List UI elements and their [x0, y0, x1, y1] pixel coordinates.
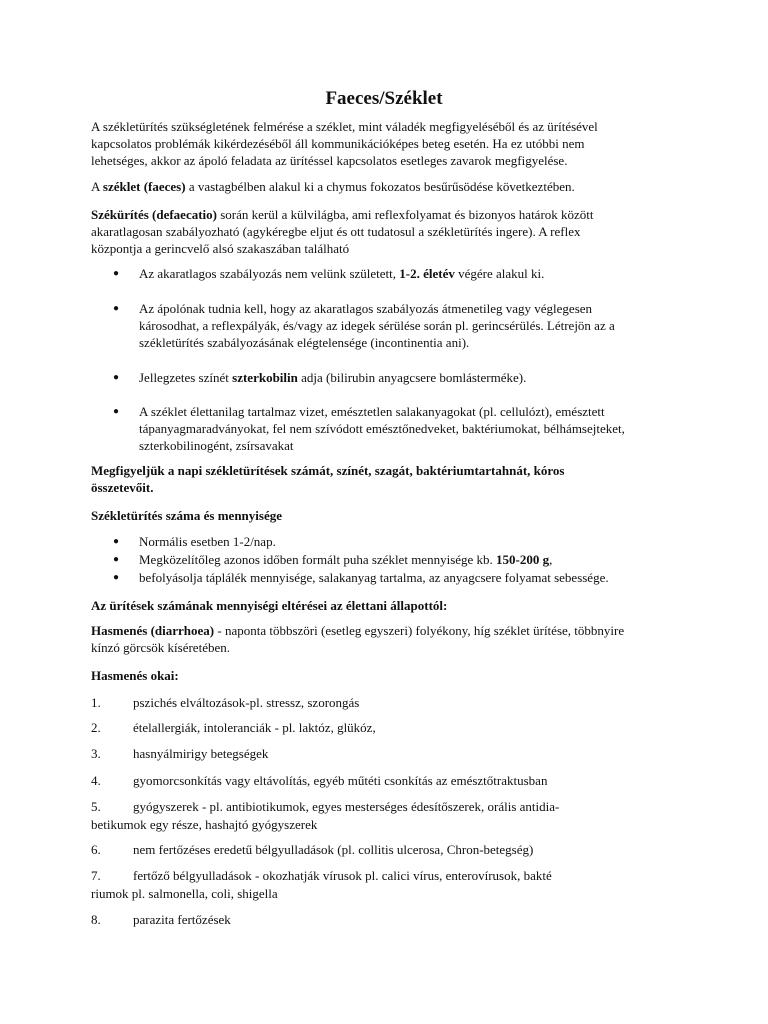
cause-item-continuation: riumok pl. salmonella, coli, shigella [91, 886, 278, 901]
bullet-icon: ● [113, 372, 120, 383]
frequency-bullet-3: befolyásolja táplálék mennyisége, salakanyag tartalma, az anyagcsere folyamat sebessége. [139, 570, 609, 585]
bullet-icon: ● [113, 406, 120, 417]
intro-line-2: kapcsolatos problémák kikérdezéséből áll kommunikációképes beteg esetén. Ha ez utóbbi nem [91, 136, 585, 151]
frequency-bullet-2-pre: Megközelítőleg azonos időben formált puha széklet mennyisége kb. [139, 552, 497, 567]
diarrhoea-line-1 [91, 622, 691, 639]
bullet-3-post: adja (bilirubin anyagcsere bomlásterméke). [297, 370, 527, 385]
bullet-3 [139, 369, 739, 386]
section-heading-causes: Hasmenés okai: [91, 668, 179, 683]
frequency-bullet-2 [139, 551, 739, 568]
bullet-3-pre: Jellegzetes színét [139, 370, 233, 385]
cause-item: hasnyálmirigy betegségek [133, 746, 269, 761]
bullet-4-line-1: A széklet élettanilag tartalmaz vizet, emésztetlen salakanyagokat (pl. cellulózt), emésztett [139, 404, 605, 419]
cause-item: fertőző bélgyulladások - okozhatják vírusok pl. calici vírus, enterovírusok, bakté [133, 868, 552, 883]
bullet-2-line-3: székletürítés szabályozásának elégtelensége (incontinentia ani). [139, 335, 470, 350]
observe-line-2: összetevőit. [91, 480, 154, 495]
defaecatio-line-3: központja a gerincvelő alsó szakaszában található [91, 241, 350, 256]
section-heading-frequency: Székletürítés száma és mennyisége [91, 508, 282, 523]
defaecatio-line-1-text: során kerül a külvilágba, ami reflexfolyamat és bizonyos határok között [217, 207, 594, 222]
bullet-3-bold: szterkobilin [232, 370, 298, 385]
page-title: Faeces/Széklet [325, 88, 443, 109]
frequency-bullet-1: Normális esetben 1-2/nap. [139, 534, 276, 549]
faeces-post: a vastagbélben alakul ki a chymus fokozatos besűrűsödése következtében. [185, 179, 575, 194]
intro-line-3: lehetséges, akkor az ápoló feladata az ürítéssel kapcsolatos esetleges zavarok megfigyelése. [91, 153, 568, 168]
cause-number: 6. [91, 842, 101, 857]
cause-item: gyomorcsonkítás vagy eltávolítás, egyéb műtéti csonkítás az emésztőtraktusban [133, 773, 548, 788]
cause-number: 2. [91, 720, 101, 735]
bullet-icon: ● [113, 554, 120, 565]
cause-item: nem fertőzéses eredetű bélgyulladások (pl. collitis ulcerosa, Chron-betegség) [133, 842, 534, 857]
cause-number: 8. [91, 912, 101, 927]
cause-item-continuation: betikumok egy része, hashajtó gyógyszerek [91, 817, 318, 832]
bullet-icon: ● [113, 268, 120, 279]
diarrhoea-term: Hasmenés (diarrhoea) [91, 623, 215, 638]
cause-number: 3. [91, 746, 101, 761]
bullet-4-line-3: szterkobilinogént, zsírsavakat [139, 438, 294, 453]
cause-item: pszichés elváltozások-pl. stressz, szorongás [133, 695, 360, 710]
cause-item: gyógyszerek - pl. antibiotikumok, egyes mesterséges édesítőszerek, orális antidia- [133, 799, 560, 814]
cause-number: 7. [91, 868, 101, 883]
bullet-icon: ● [113, 536, 120, 547]
defaecatio-line-1 [91, 206, 691, 223]
cause-item: ételallergiák, intoleranciák - pl. laktóz, glükóz, [133, 720, 376, 735]
bullet-1-bold: 1-2. életév [399, 266, 455, 281]
defaecatio-term: Székürítés (defaecatio) [91, 207, 217, 222]
frequency-bullet-2-post: , [549, 552, 553, 567]
faeces-pre: A [91, 179, 103, 194]
frequency-bullet-2-bold: 150-200 g [496, 552, 550, 567]
cause-item: parazita fertőzések [133, 912, 231, 927]
bullet-1-pre: Az akaratlagos szabályozás nem velünk született, [139, 266, 400, 281]
bullet-2-line-1: Az ápolónak tudnia kell, hogy az akaratlagos szabályozás átmenetileg vagy véglegesen [139, 301, 593, 316]
bullet-4-line-2: tápanyagmaradványokat, fel nem szívódott emésztőnedveket, baktériumokat, bélhámsejteket, [139, 421, 625, 436]
bullet-icon: ● [113, 572, 120, 583]
diarrhoea-line-1-text: - naponta többszöri (esetleg egyszeri) folyékony, híg széklet ürítése, többnyire [214, 623, 625, 638]
section-heading-deviations: Az ürítések számának mennyiségi eltérései az élettani állapottól: [91, 598, 448, 613]
bullet-2-line-2: károsodhat, a reflexpályák, és/vagy az idegek sérülése során pl. gerincsérülés. Létrejön az a [139, 318, 615, 333]
intro-line-1: A székletürítés szükségletének felmérése a széklet, mint váladék megfigyeléséből és az ürítésével [91, 119, 598, 134]
bullet-icon: ● [113, 303, 120, 314]
diarrhoea-line-2: kínzó görcsök kíséretében. [91, 640, 230, 655]
cause-number: 1. [91, 695, 101, 710]
observe-line-1: Megfigyeljük a napi székletürítések számát, színét, szagát, baktériumtartahnát, kóros [91, 463, 565, 478]
bullet-1-post: végére alakul ki. [454, 266, 545, 281]
faeces-paragraph [91, 178, 691, 195]
bullet-1 [139, 265, 739, 282]
defaecatio-line-2: akaratlagosan szabályozható (agykéregbe eljut és ott tudatosul a székletürítés ingere). A reflex [91, 224, 581, 239]
cause-number: 4. [91, 773, 101, 788]
cause-number: 5. [91, 799, 101, 814]
faeces-term: széklet (faeces) [102, 179, 186, 194]
